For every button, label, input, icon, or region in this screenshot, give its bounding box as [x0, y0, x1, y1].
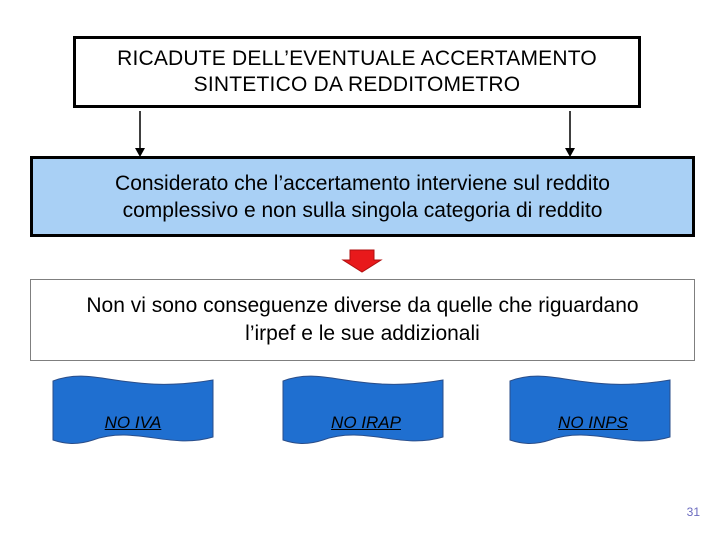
red-down-arrow-icon	[343, 250, 381, 272]
banner-label-irap: NO IRAP	[331, 413, 401, 432]
consequence-text	[86, 292, 638, 348]
banner-shape-2	[283, 376, 443, 443]
condition-text	[115, 170, 610, 224]
banner-shape-3	[510, 376, 670, 443]
title-line-1: RICADUTE DELL’EVENTUALE ACCERTAMENTO	[117, 47, 597, 70]
down-arrow-left	[135, 111, 145, 157]
page-number: 31	[686, 505, 700, 519]
consequence-line-1: Non vi sono conseguenze diverse da quelle che riguardano	[86, 294, 639, 317]
banner-label-inps: NO INPS	[558, 413, 628, 432]
banner-label-iva: NO IVA	[104, 413, 162, 432]
condition-line-1: Considerato che l’accertamento interviene sul reddito	[115, 171, 610, 195]
consequence-box	[30, 279, 695, 361]
condition-line-2: complessivo e non sulla singola categoria di reddito	[122, 198, 603, 222]
banner-shape-1	[53, 376, 213, 443]
title-line-2: SINTETICO DA REDDITOMETRO	[193, 73, 521, 96]
condition-box	[30, 156, 695, 237]
consequence-line-2: l’irpef e le sue addizionali	[245, 322, 480, 345]
down-arrow-right	[565, 111, 575, 157]
